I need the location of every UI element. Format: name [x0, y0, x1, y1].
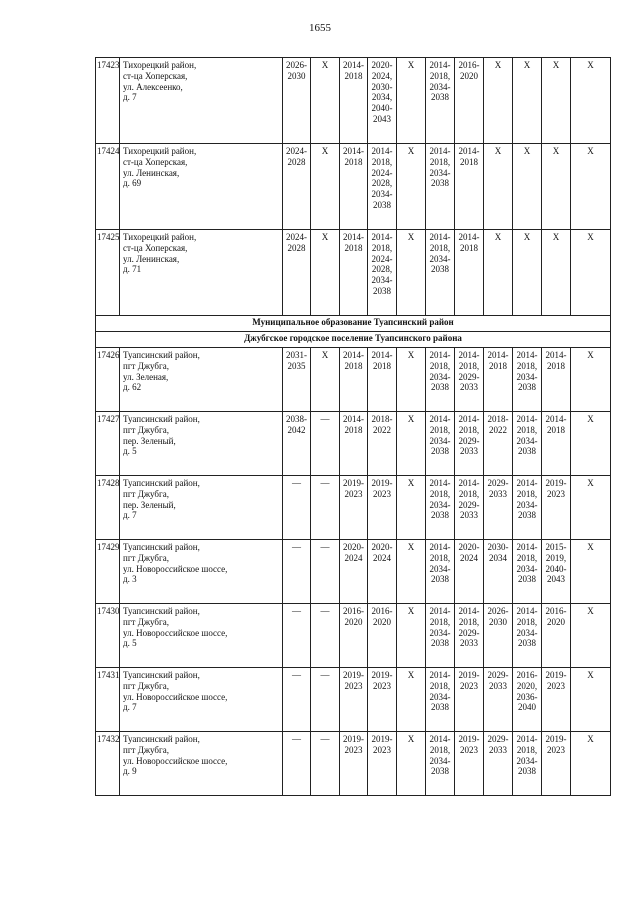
period-cell: 2024- 2028	[283, 230, 311, 316]
period-cell: —	[311, 476, 340, 540]
address-cell: Тихорецкий район, ст-ца Хоперская, ул. Ленинская, д. 69	[120, 144, 283, 230]
period-cell: 2014- 2018, 2034- 2038	[426, 540, 455, 604]
period-cell: 2019- 2023	[455, 668, 484, 732]
period-cell: 2019- 2023	[455, 732, 484, 796]
period-cell: X	[484, 58, 513, 144]
address-cell: Тихорецкий район, ст-ца Хоперская, ул. Алексеенко, д. 7	[120, 58, 283, 144]
address-cell: Тихорецкий район, ст-ца Хоперская, ул. Ленинская, д. 71	[120, 230, 283, 316]
address-cell: Туапсинский район, пгт Джубга, пер. Зеленый, д. 5	[120, 412, 283, 476]
period-cell: X	[397, 58, 426, 144]
row-number: 17424	[96, 144, 120, 230]
period-cell: 2020- 2024	[455, 540, 484, 604]
period-cell: 2014- 2018	[542, 348, 571, 412]
period-cell: 2014- 2018, 2034- 2038	[426, 58, 455, 144]
period-cell: 2019- 2023	[340, 668, 368, 732]
table-row	[96, 412, 611, 476]
period-cell: 2014- 2018, 2034- 2038	[513, 348, 542, 412]
address-cell: Туапсинский район, пгт Джубга, ул. Новороссийское шоссе, д. 3	[120, 540, 283, 604]
period-cell: 2014- 2018, 2034- 2038	[426, 668, 455, 732]
address-cell: Туапсинский район, пгт Джубга, ул. Новороссийское шоссе, д. 7	[120, 668, 283, 732]
period-cell: 2014- 2018, 2034- 2038	[426, 348, 455, 412]
period-cell: —	[283, 668, 311, 732]
period-cell: X	[513, 58, 542, 144]
row-number: 17431	[96, 668, 120, 732]
period-cell: 2026- 2030	[283, 58, 311, 144]
section-title: Муниципальное образование Туапсинский район	[96, 316, 611, 332]
period-cell: 2016- 2020	[542, 604, 571, 668]
period-cell: X	[542, 230, 571, 316]
period-cell: 2014- 2018	[455, 230, 484, 316]
row-number: 17429	[96, 540, 120, 604]
table-row	[96, 144, 611, 230]
period-cell: 2019- 2023	[542, 668, 571, 732]
period-cell: 2014- 2018, 2024- 2028, 2034- 2038	[368, 230, 397, 316]
period-cell: 2014- 2018, 2034- 2038	[426, 732, 455, 796]
period-cell: X	[311, 144, 340, 230]
period-cell: 2014- 2018	[455, 144, 484, 230]
period-cell: X	[571, 668, 611, 732]
period-cell: X	[571, 412, 611, 476]
period-cell: X	[571, 732, 611, 796]
table-row	[96, 604, 611, 668]
address-cell: Туапсинский район, пгт Джубга, ул. Зеленая, д. 62	[120, 348, 283, 412]
period-cell: 2015- 2019, 2040- 2043	[542, 540, 571, 604]
row-number: 17426	[96, 348, 120, 412]
period-cell: 2029- 2033	[484, 732, 513, 796]
period-cell: 2026- 2030	[484, 604, 513, 668]
period-cell: 2014- 2018, 2034- 2038	[513, 476, 542, 540]
table-row	[96, 348, 611, 412]
period-cell: X	[542, 144, 571, 230]
period-cell: 2014- 2018, 2029- 2033	[455, 604, 484, 668]
table-row	[96, 668, 611, 732]
period-cell: 2014- 2018	[340, 230, 368, 316]
period-cell: 2014- 2018, 2034- 2038	[426, 412, 455, 476]
period-cell: 2031- 2035	[283, 348, 311, 412]
period-cell: X	[571, 58, 611, 144]
period-cell: X	[484, 230, 513, 316]
period-cell: 2014- 2018	[340, 348, 368, 412]
period-cell: 2014- 2018, 2034- 2038	[426, 604, 455, 668]
period-cell: X	[542, 58, 571, 144]
period-cell: X	[397, 230, 426, 316]
period-cell: 2038- 2042	[283, 412, 311, 476]
period-cell: 2016- 2020	[368, 604, 397, 668]
period-cell: —	[283, 604, 311, 668]
table-row	[96, 476, 611, 540]
period-cell: 2018- 2022	[484, 412, 513, 476]
period-cell: 2018- 2022	[368, 412, 397, 476]
period-cell: 2030- 2034	[484, 540, 513, 604]
address-cell: Туапсинский район, пгт Джубга, пер. Зеленый, д. 7	[120, 476, 283, 540]
period-cell: 2014- 2018	[542, 412, 571, 476]
period-cell: X	[571, 230, 611, 316]
row-number: 17425	[96, 230, 120, 316]
address-cell: Туапсинский район, пгт Джубга, ул. Новороссийское шоссе, д. 5	[120, 604, 283, 668]
row-number: 17423	[96, 58, 120, 144]
row-number: 17430	[96, 604, 120, 668]
section-row	[96, 316, 611, 332]
row-number: 17427	[96, 412, 120, 476]
period-cell: X	[311, 348, 340, 412]
registry-table	[95, 57, 611, 796]
period-cell: 2014- 2018, 2034- 2038	[426, 144, 455, 230]
period-cell: —	[283, 540, 311, 604]
period-cell: —	[311, 732, 340, 796]
period-cell: 2014- 2018	[368, 348, 397, 412]
period-cell: 2016- 2020, 2036- 2040	[513, 668, 542, 732]
period-cell: 2014- 2018, 2029- 2033	[455, 348, 484, 412]
address-cell: Туапсинский район, пгт Джубга, ул. Новороссийское шоссе, д. 9	[120, 732, 283, 796]
period-cell: X	[311, 58, 340, 144]
period-cell: 2014- 2018	[340, 58, 368, 144]
period-cell: 2024- 2028	[283, 144, 311, 230]
period-cell: X	[397, 604, 426, 668]
table-row	[96, 540, 611, 604]
period-cell: X	[397, 412, 426, 476]
period-cell: 2014- 2018, 2029- 2033	[455, 476, 484, 540]
period-cell: —	[311, 604, 340, 668]
period-cell: 2019- 2023	[340, 476, 368, 540]
period-cell: 2014- 2018, 2034- 2038	[513, 540, 542, 604]
period-cell: 2014- 2018, 2034- 2038	[513, 412, 542, 476]
period-cell: 2016- 2020	[340, 604, 368, 668]
period-cell: 2020- 2024	[368, 540, 397, 604]
period-cell: X	[571, 348, 611, 412]
period-cell: 2014- 2018	[340, 144, 368, 230]
period-cell: X	[397, 144, 426, 230]
period-cell: X	[513, 230, 542, 316]
period-cell: —	[283, 732, 311, 796]
period-cell: 2014- 2018, 2034- 2038	[513, 732, 542, 796]
period-cell: 2019- 2023	[368, 732, 397, 796]
period-cell: 2020- 2024, 2030- 2034, 2040- 2043	[368, 58, 397, 144]
period-cell: 2019- 2023	[542, 732, 571, 796]
period-cell: X	[571, 476, 611, 540]
period-cell: 2014- 2018, 2029- 2033	[455, 412, 484, 476]
period-cell: 2019- 2023	[340, 732, 368, 796]
section-title: Джубгское городское поселение Туапсинского района	[96, 332, 611, 348]
table-row	[96, 230, 611, 316]
period-cell: 2019- 2023	[368, 476, 397, 540]
period-cell: —	[283, 476, 311, 540]
period-cell: 2016- 2020	[455, 58, 484, 144]
period-cell: X	[397, 348, 426, 412]
period-cell: X	[311, 230, 340, 316]
period-cell: 2014- 2018	[484, 348, 513, 412]
period-cell: 2014- 2018, 2034- 2038	[426, 230, 455, 316]
row-number: 17432	[96, 732, 120, 796]
period-cell: —	[311, 412, 340, 476]
period-cell: X	[571, 604, 611, 668]
period-cell: X	[513, 144, 542, 230]
period-cell: —	[311, 540, 340, 604]
period-cell: 2020- 2024	[340, 540, 368, 604]
period-cell: 2014- 2018	[340, 412, 368, 476]
period-cell: X	[397, 476, 426, 540]
period-cell: X	[397, 668, 426, 732]
period-cell: 2014- 2018, 2034- 2038	[426, 476, 455, 540]
period-cell: —	[311, 668, 340, 732]
period-cell: X	[571, 540, 611, 604]
section-row	[96, 332, 611, 348]
period-cell: 2014- 2018, 2034- 2038	[513, 604, 542, 668]
table-row	[96, 58, 611, 144]
row-number: 17428	[96, 476, 120, 540]
period-cell: X	[397, 732, 426, 796]
period-cell: 2019- 2023	[542, 476, 571, 540]
table-body	[96, 58, 611, 796]
period-cell: X	[571, 144, 611, 230]
period-cell: 2014- 2018, 2024- 2028, 2034- 2038	[368, 144, 397, 230]
period-cell: X	[484, 144, 513, 230]
period-cell: 2029- 2033	[484, 668, 513, 732]
period-cell: 2029- 2033	[484, 476, 513, 540]
period-cell: X	[397, 540, 426, 604]
period-cell: 2019- 2023	[368, 668, 397, 732]
page-number: 1655	[309, 22, 331, 34]
table-row	[96, 732, 611, 796]
